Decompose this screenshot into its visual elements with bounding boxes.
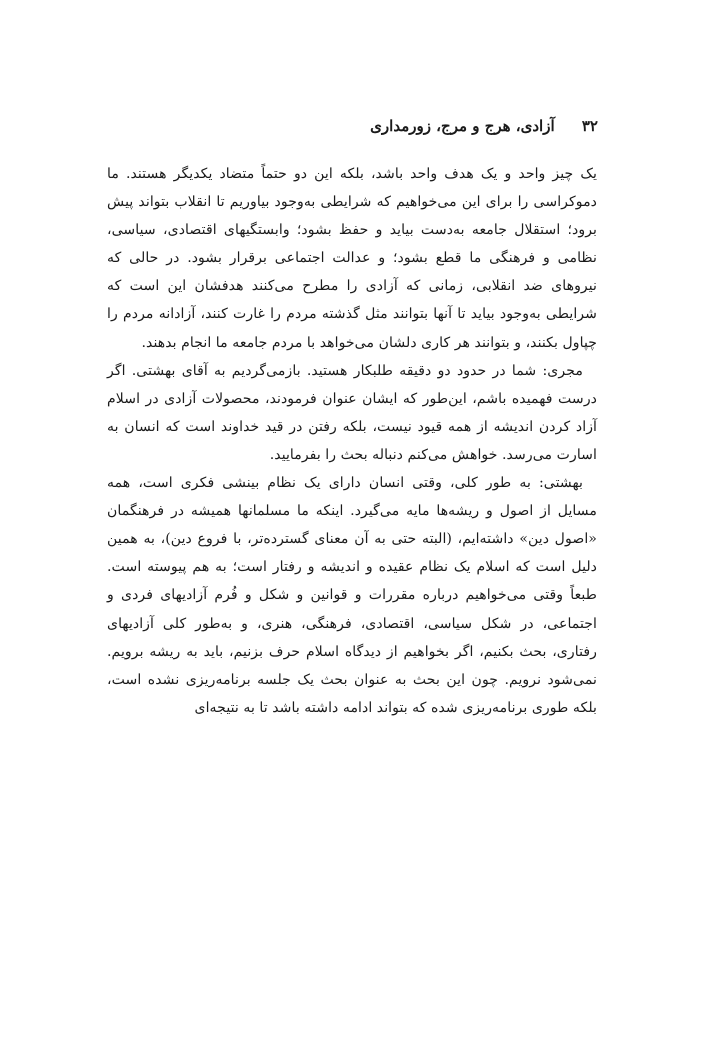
paragraph-beheshti-answer: بهشتی: به طور کلی، وقتی انسان دارای یک نظام بینشی فکری است، همه مسایل از اصول و ریشه‌ها مایه می‌گیرد. اینکه ما مسلمانها همیشه در فرهنگمان «اصول دین» داشته‌ایم، (البته حتی به آن معنای گسترده‌تر، با فروع دین)، به همین دلیل است که اسلام یک نظام عقیده و اندیشه و رفتار است؛ به هم پیوسته است. طبعاً وقتی می‌خواهیم درباره مقررات و قوانین و شکل و فُرم آزادیهای فردی و اجتماعی، در شکل سیاسی، اقتصادی، فرهنگی، هنری، و به‌طور کلی آزادیهای رفتاری، بحث بکنیم، اگر بخواهیم از دیدگاه اسلام حرف بزنیم، باید به ریشه برویم. نمی‌شود نرویم. چون این بحث به عنوان بحث یک جلسه برنامه‌ریزی نشده است، بلکه طوری برنامه‌ریزی شده که بتواند ادامه داشته باشد تا به نتیجه‌ای [107, 475, 597, 716]
running-header [370, 117, 598, 135]
page-number: ۳۲ [581, 117, 598, 135]
body-text [107, 160, 597, 722]
paragraph-continuation: یک چیز واحد و یک هدف واحد باشد، بلکه این دو حتماً متضاد یکدیگر هستند. ما دموکراسی را برای این می‌خواهیم که شرایطی به‌وجود بیاوریم تا انقلاب بتواند پیش برود؛ استقلال جامعه به‌دست بیاید و حفظ بشود؛ وابستگیهای اقتصادی، سیاسی، نظامی و فرهنگی ما قطع بشود؛ و عدالت اجتماعی برقرار بشود. در حالی که نیروهای ضد انقلابی، زمانی که آزادی را مطرح می‌کنند هدفشان این است که شرایطی به‌وجود بیاید تا آنها بتوانند مثل گذشته مردم را غارت کنند، آزادانه مردم را چپاول بکنند، و بتوانند هر کاری دلشان می‌خواهد با مردم جامعه ما انجام بدهند. [107, 166, 597, 351]
running-title: آزادی، هرج و مرج، زورمداری [370, 117, 555, 135]
paragraph-host-question: مجری: شما در حدود دو دقیقه طلبکار هستید. بازمی‌گردیم به آقای بهشتی. اگر درست فهمیده باشم، این‌طور که ایشان عنوان فرمودند، محصولات آزادی در اسلام آزاد کردن اندیشه از همه قیود نیست، بلکه رفتن در قید خداوند است که انسان به اسارت می‌رسد. خواهش می‌کنم دنباله بحث را بفرمایید. [107, 362, 597, 463]
